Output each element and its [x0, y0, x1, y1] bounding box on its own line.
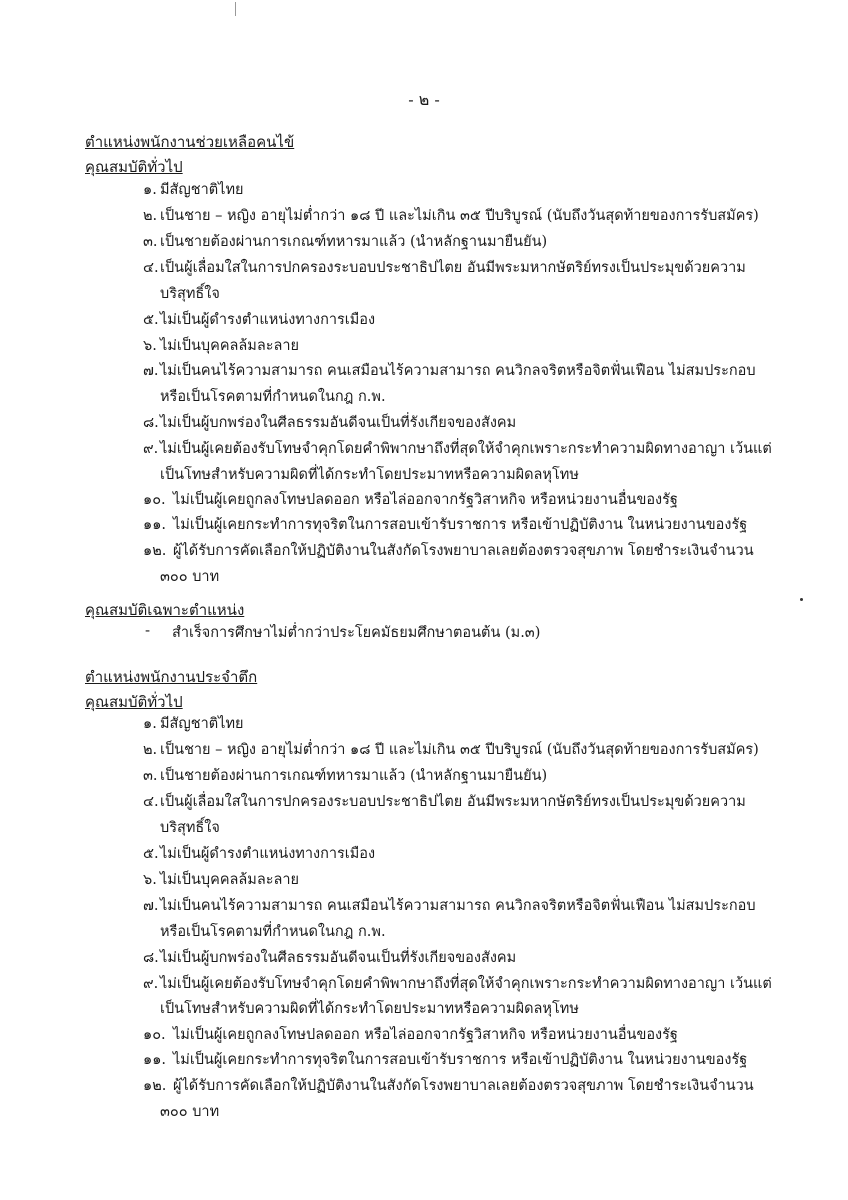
list-item [143, 766, 547, 786]
list-item [143, 896, 756, 916]
list-item-continuation: หรือเป็นโรคตามที่กำหนดในกฎ ก.พ. [160, 389, 386, 405]
list-item-text: ไม่เป็นผู้บกพร่องในศีลธรรมอันดีจนเป็นที่รังเกียจของสังคม [160, 950, 517, 966]
section1-specific-title: คุณสมบัติเฉพาะตำแหน่ง [85, 601, 245, 619]
list-item-text: ไม่เป็นบุคคลล้มละลาย [160, 338, 300, 354]
list-item [143, 714, 244, 734]
page-number: - ๒ - [408, 90, 440, 109]
list-item-text: ไม่เป็นบุคคลล้มละลาย [160, 872, 300, 888]
list-item-number: ๑๐. [143, 492, 166, 508]
list-item-number: ๔. [143, 794, 159, 810]
list-item-number: ๑. [143, 182, 157, 198]
list-item [143, 258, 746, 278]
list-item-text: เป็นชาย – หญิง อายุไม่ต่ำกว่า ๑๘ ปี และไม่เกิน ๓๕ ปีบริบูรณ์ (นับถึงวันสุดท้ายของการรับสมัคร) [160, 742, 759, 758]
list-item [143, 541, 754, 561]
list-item-number: ๑๒. [143, 1078, 167, 1094]
list-item-number: ๒. [143, 208, 158, 224]
list-item-text: มีสัญชาติไทย [160, 182, 244, 198]
section1-position-title: ตำแหน่งพนักงานช่วยเหลือคนไข้ [85, 133, 295, 151]
list-item-text: เป็นผู้เลื่อมใสในการปกครองระบอบประชาธิปไตย อันมีพระมหากษัตริย์ทรงเป็นประมุขด้วยความ [160, 260, 746, 276]
list-item-number: ๕. [143, 846, 159, 862]
list-item [143, 1076, 754, 1096]
list-item-number: ๓. [143, 234, 158, 250]
list-item-text: เป็นผู้เลื่อมใสในการปกครองระบอบประชาธิปไตย อันมีพระมหากษัตริย์ทรงเป็นประมุขด้วยความ [160, 794, 746, 810]
section2-position-title: ตำแหน่งพนักงานประจำตึก [85, 668, 258, 686]
list-item-continuation: ๓๐๐ บาท [160, 569, 220, 585]
list-item-number: ๘. [143, 950, 159, 966]
list-item-text: ผู้ได้รับการคัดเลือกให้ปฏิบัติงานในสังกัดโรงพยาบาลเลยต้องตรวจสุขภาพ โดยชำระเงินจำนวน [173, 543, 754, 559]
list-item-continuation: บริสุทธิ์ใจ [160, 286, 220, 302]
list-item-number: ๙. [143, 441, 159, 457]
list-item-text: ไม่เป็นผู้เคยกระทำการทุจริตในการสอบเข้ารับราชการ หรือเข้าปฏิบัติงาน ในหน่วยงานของรัฐ [173, 517, 748, 533]
list-item-number: ๑. [143, 716, 157, 732]
list-item-number: ๑๒. [143, 543, 167, 559]
list-item [143, 310, 375, 330]
list-item-text: เป็นชายต้องผ่านการเกณฑ์ทหารมาแล้ว (นำหลักฐานมายืนยัน) [160, 234, 548, 250]
list-item [143, 948, 516, 968]
list-item-number: ๘. [143, 415, 159, 431]
list-item-text: ไม่เป็นคนไร้ความสามารถ คนเสมือนไร้ความสามารถ คนวิกลจริตหรือจิตฟั่นเฟือน ไม่สมประกอบ [160, 363, 756, 379]
list-item-text: ไม่เป็นผู้เคยถูกลงโทษปลดออก หรือไล่ออกจากรัฐวิสาหกิจ หรือหน่วยงานอื่นของรัฐ [173, 492, 678, 508]
specific-bullet: - [145, 621, 151, 639]
list-item [143, 974, 772, 994]
list-item [143, 336, 299, 356]
list-item [143, 1050, 747, 1070]
list-item-number: ๗. [143, 898, 159, 914]
list-item-number: ๖. [143, 338, 157, 354]
list-item [143, 206, 759, 226]
list-item-text: มีสัญชาติไทย [160, 716, 244, 732]
list-item [143, 515, 747, 535]
list-item-text: ไม่เป็นผู้ดำรงตำแหน่งทางการเมือง [160, 312, 376, 328]
list-item-continuation: บริสุทธิ์ใจ [160, 820, 220, 836]
list-item [143, 439, 772, 459]
list-item-number: ๑๑. [143, 517, 167, 533]
list-item-continuation: เป็นโทษสำหรับความผิดที่ได้กระทำโดยประมาทหรือความผิดลหุโทษ [160, 1001, 579, 1017]
list-item [143, 361, 756, 381]
list-item-number: ๓. [143, 768, 158, 784]
list-item [143, 490, 678, 510]
scan-dot [800, 598, 803, 601]
list-item-number: ๑๐. [143, 1027, 166, 1043]
list-item-text: ไม่เป็นผู้เคยต้องรับโทษจำคุกโดยคำพิพากษาถึงที่สุดให้จำคุกเพราะกระทำความผิดทางอาญา เว้นแต่ [160, 441, 772, 457]
list-item-number: ๙. [143, 976, 159, 992]
list-item-text: ไม่เป็นผู้บกพร่องในศีลธรรมอันดีจนเป็นที่รังเกียจของสังคม [160, 415, 517, 431]
list-item [143, 232, 547, 252]
list-item [143, 1025, 678, 1045]
list-item-number: ๖. [143, 872, 157, 888]
list-item-number: ๕. [143, 312, 159, 328]
list-item-number: ๒. [143, 742, 158, 758]
list-item-text: ไม่เป็นผู้เคยต้องรับโทษจำคุกโดยคำพิพากษาถึงที่สุดให้จำคุกเพราะกระทำความผิดทางอาญา เว้นแต่ [160, 976, 772, 992]
list-item [143, 844, 375, 864]
list-item-continuation: หรือเป็นโรคตามที่กำหนดในกฎ ก.พ. [160, 924, 386, 940]
list-item-number: ๗. [143, 363, 159, 379]
section2-general-title: คุณสมบัติทั่วไป [85, 693, 183, 711]
list-item [143, 740, 759, 760]
list-item [143, 413, 516, 433]
list-item-number: ๑๑. [143, 1052, 167, 1068]
list-item-continuation: ๓๐๐ บาท [160, 1104, 220, 1120]
list-item-text: ผู้ได้รับการคัดเลือกให้ปฏิบัติงานในสังกัดโรงพยาบาลเลยต้องตรวจสุขภาพ โดยชำระเงินจำนวน [173, 1078, 754, 1094]
list-item-text: เป็นชายต้องผ่านการเกณฑ์ทหารมาแล้ว (นำหลักฐานมายืนยัน) [160, 768, 548, 784]
list-item [143, 792, 746, 812]
list-item [143, 180, 244, 200]
list-item-number: ๔. [143, 260, 159, 276]
list-item-text: เป็นชาย – หญิง อายุไม่ต่ำกว่า ๑๘ ปี และไม่เกิน ๓๕ ปีบริบูรณ์ (นับถึงวันสุดท้ายของการรับสมัคร) [160, 208, 759, 224]
list-item [143, 870, 299, 890]
list-item-text: ไม่เป็นผู้เคยกระทำการทุจริตในการสอบเข้ารับราชการ หรือเข้าปฏิบัติงาน ในหน่วยงานของรัฐ [173, 1052, 748, 1068]
list-item-continuation: เป็นโทษสำหรับความผิดที่ได้กระทำโดยประมาทหรือความผิดลหุโทษ [160, 467, 579, 483]
scan-mark [235, 2, 236, 16]
section1-specific-text: สำเร็จการศึกษาไม่ต่ำกว่าประโยคมัธยมศึกษาตอนต้น (ม.๓) [172, 625, 541, 641]
list-item-text: ไม่เป็นคนไร้ความสามารถ คนเสมือนไร้ความสามารถ คนวิกลจริตหรือจิตฟั่นเฟือน ไม่สมประกอบ [160, 898, 756, 914]
list-item-text: ไม่เป็นผู้ดำรงตำแหน่งทางการเมือง [160, 846, 376, 862]
list-item-text: ไม่เป็นผู้เคยถูกลงโทษปลดออก หรือไล่ออกจากรัฐวิสาหกิจ หรือหน่วยงานอื่นของรัฐ [173, 1027, 678, 1043]
section1-general-title: คุณสมบัติทั่วไป [85, 158, 183, 176]
